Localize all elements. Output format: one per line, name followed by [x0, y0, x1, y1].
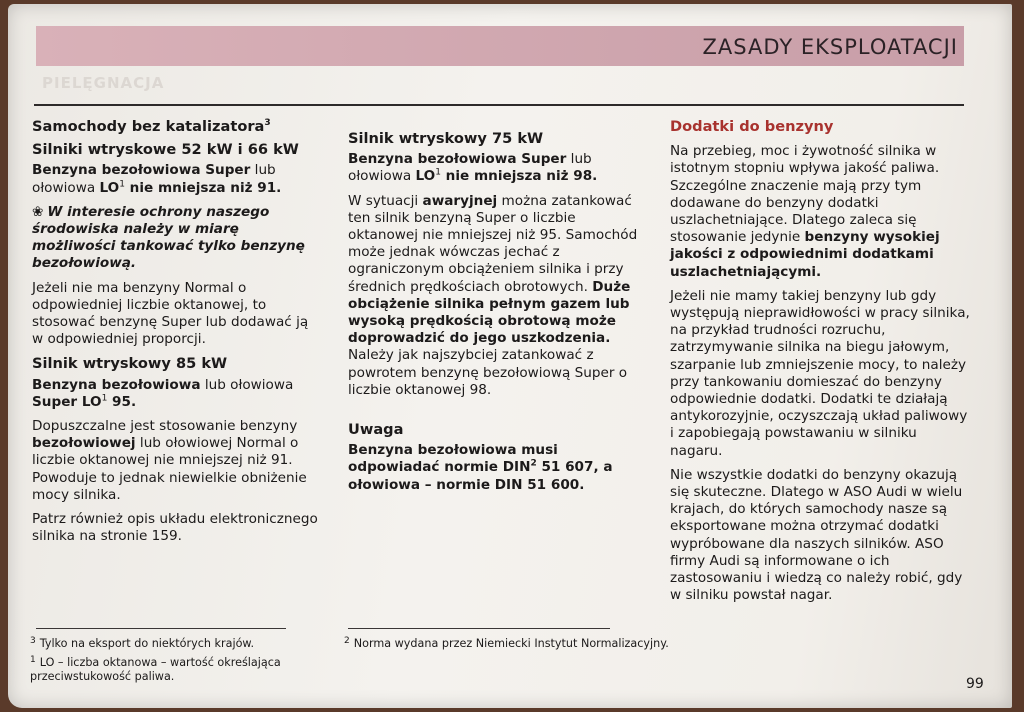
heading-warning: Uwaga	[348, 421, 404, 439]
manual-page	[8, 4, 1012, 708]
paragraph-aso-audi: Nie wszystkie dodatki do benzyny okazują się skuteczne. Dlatego w ASO Audi w wielu krajach, do których samochody nasze są eksportowane można otrzymać dodatki wypróbowane dla naszych silników. ASO firmy Audi są informowane o ich zastosowaniu i wiedzą co należy robić, gdy w silniku powstał nagar.	[670, 466, 963, 604]
section-header-band	[36, 26, 964, 66]
column-left	[32, 112, 322, 552]
paragraph-additives-intro: Na przebieg, moc i żywotność silnika w istotnym stopniu wpływa jakość paliwa. Szczególne znaczenie mają przy tym dodawane do benzyny dodatki uszlachetniające. Dlatego zaleca się stosowanie jedynie benzyny wysokiej jakości z odpowiednimi dodatkami uszlachetniającymi.	[670, 143, 940, 280]
fuel-spec-75: Benzyna bezołowiowa Super lub ołowiowa $LO^1$ nie mniejsza niż 98.	[348, 151, 598, 185]
paragraph-din-norm: Benzyna bezołowiowa musi odpowiadać normie DIN$^2$ 51 607, a ołowiowa – normie DIN 51 600.	[348, 442, 613, 493]
footnote-2: $^2$ Norma wydana przez Niemiecki Instytut Normalizacyjny.	[344, 636, 669, 650]
footnotes-left	[30, 634, 330, 686]
fuel-spec-85: Benzyna bezołowiowa lub ołowiowa Super $LO^1$ 95.	[32, 376, 294, 410]
heading-fuel-additives: Dodatki do benzyny	[670, 118, 834, 135]
footnote-rule-middle	[348, 628, 610, 629]
heading-no-catalyst: Samochody bez katalizatora$^3$	[32, 118, 271, 135]
show-through-text: PIELĘGNACJA	[42, 74, 165, 92]
footnote-rule-left	[36, 628, 286, 629]
column-right	[670, 112, 970, 611]
footnote-1: $^1$ LO – liczba oktanowa – wartość określająca przeciwstukowość paliwa.	[30, 655, 281, 683]
page-number: 99	[966, 676, 984, 692]
section-title: ZASADY EKSPLOATACJI	[702, 35, 958, 59]
eco-note: ❀ W interesie ochrony naszego środowiska należy w miarę możliwości tankować tylko benzynę bezołowiową.	[32, 203, 305, 272]
paragraph-normal-fuel: Jeżeli nie ma benzyny Normal o odpowiedniej liczbie oktanowej, to stosować benzynę Super lub dodawać ją w odpowiedniej proporcji.	[32, 279, 309, 348]
environment-flower-icon: ❀	[32, 203, 44, 220]
paragraph-allowed-fuel: Dopuszczalne jest stosowanie benzyny bezołowiowej lub ołowiowej Normal o liczbie oktanowej nie mniejszej niż 91. Powoduje to jednak niewielkie obniżenie mocy silnika.	[32, 418, 307, 503]
paragraph-see-also: Patrz również opis układu elektronicznego silnika na stronie 159.	[32, 511, 318, 545]
header-rule	[34, 104, 964, 106]
heading-engines-52-66: Silniki wtryskowe 52 kW i 66 kW	[32, 141, 299, 159]
heading-engine-75: Silnik wtryskowy 75 kW	[348, 130, 544, 147]
paragraph-emergency: W sytuacji awaryjnej można zatankować ten silnik benzyną Super o liczbie oktanowej nie mniejszej niż 95. Samochód może jednak wówczas jechać z ograniczonym obciążeniem silnika i przy średnich prędkościach obrotowych. Duże obciążenie silnika pełnym gazem lub wysoką prędkością obrotową może doprowadzić do jego uszkodzenia. Należy jak najszybciej zatankować z powrotem benzynę bezołowiową Super o liczbie oktanowej 98.	[348, 192, 638, 398]
footnote-3: $^3$ Tylko na eksport do niektórych krajów.	[30, 636, 255, 650]
fuel-spec-52-66: Benzyna bezołowiowa Super lub ołowiowa $LO^1$ nie mniejsza niż 91.	[32, 162, 282, 196]
footnotes-middle	[344, 634, 724, 653]
heading-engine-85: Silnik wtryskowy 85 kW	[32, 355, 228, 373]
column-middle	[348, 112, 648, 501]
paragraph-irregularities: Jeżeli nie mamy takiej benzyny lub gdy występują nieprawidłowości w pracy silnika, na przykład trudności rozruchu, zatrzymywanie silnika na biegu jałowym, szarpanie lub zmniejszenie mocy, to należy przy tankowaniu domieszać do benzyny odpowiednie dodatki. Dodatki te działają antykorozyjnie, oczyszczają układ paliwowy i zapobiegają powstawaniu w silniku nagaru.	[670, 287, 970, 459]
